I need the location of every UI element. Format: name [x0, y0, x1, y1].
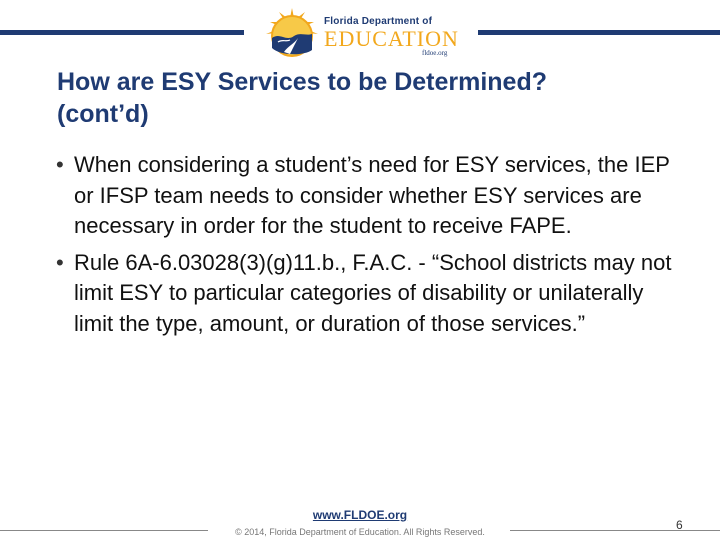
footer-website-text[interactable]: www.FLDOE.org	[312, 508, 408, 522]
logo-line-department: Florida Department of	[324, 16, 433, 27]
logo-line-website: fldoe.org	[422, 49, 448, 57]
sun-emblem-icon	[264, 6, 320, 62]
bullet-item	[52, 150, 682, 242]
slide-title	[57, 66, 657, 130]
footer-website-link[interactable]	[0, 508, 720, 522]
slide-title-line-2: (cont’d)	[57, 100, 149, 128]
bullet-marker: •	[56, 249, 64, 275]
bullet-list	[52, 150, 682, 345]
slide-title-line-1: How are ESY Services to be Determined?	[57, 68, 548, 96]
header-rule-right	[478, 30, 720, 35]
copyright-notice: © 2014, Florida Department of Education. All Rights Reserved.	[235, 527, 485, 537]
bullet-marker: •	[56, 152, 64, 177]
bullet-text: When considering a student’s need for ESY services, the IEP or IFSP team needs to consider whether ESY services are necessary in order for the student to receive FAPE.	[74, 152, 670, 238]
bullet-item	[52, 248, 682, 340]
fldoe-logo	[262, 6, 462, 62]
logo-line-education: EDUCATION	[324, 26, 459, 51]
header-rule-left	[0, 30, 244, 35]
bullet-text: Rule 6A-6.03028(3)(g)11.b., F.A.C. - “School districts may not limit ESY to particular categories of disability or unilaterally limit the type, amount, or duration of those services.”	[74, 249, 672, 336]
page-number: 6	[676, 518, 683, 532]
